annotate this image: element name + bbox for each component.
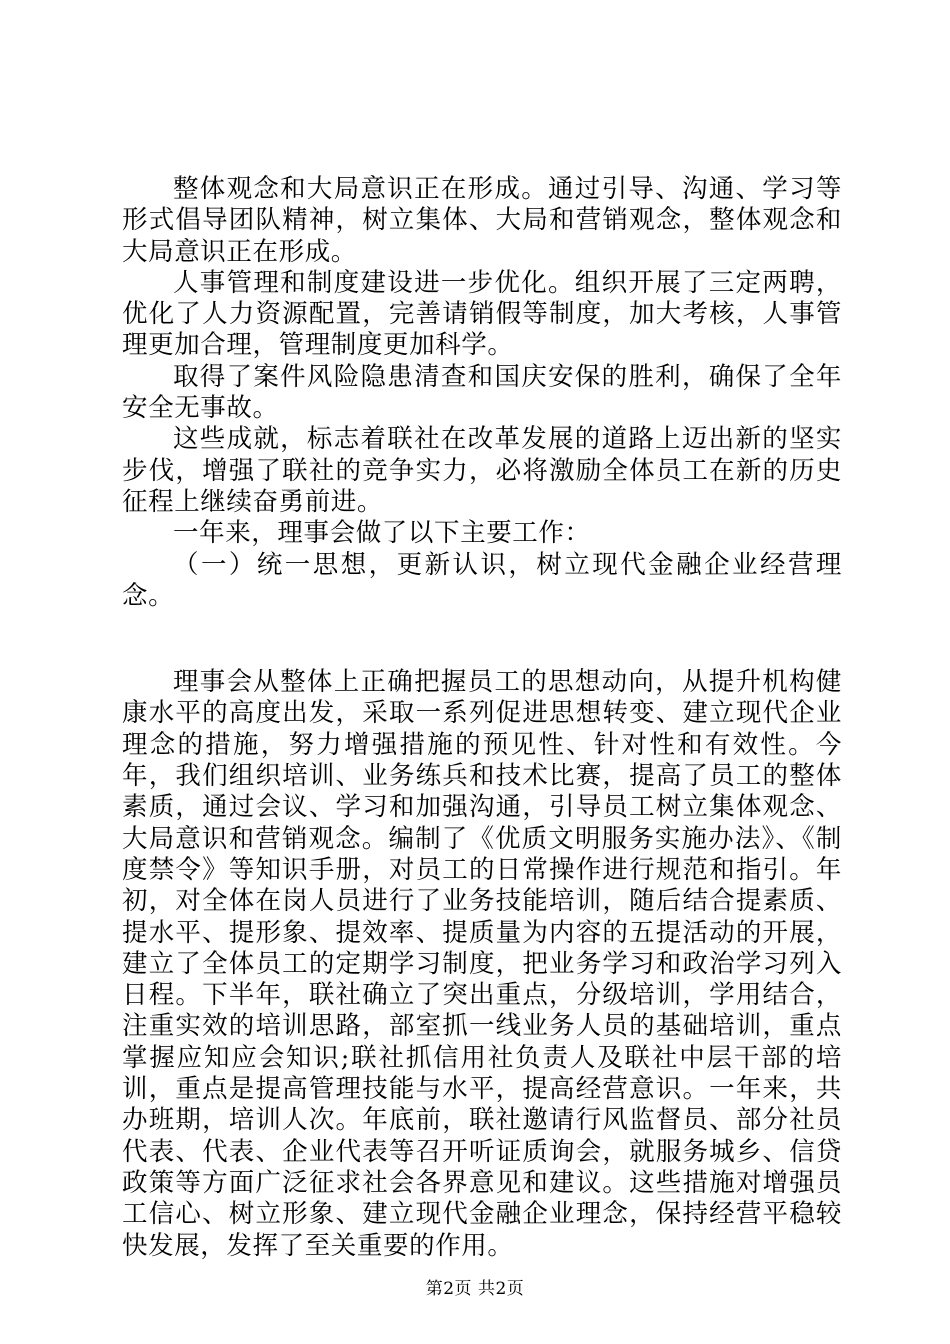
- paragraph-teamwork: 整体观念和大局意识正在形成。通过引导、沟通、学习等形式倡导团队精神，树立集体、大局和营销观念，整体观念和大局意识正在形成。: [122, 174, 842, 267]
- section-heading: （一）统一思想，更新认识，树立现代金融企业经营理念。: [122, 549, 842, 611]
- paragraph-hr-management: 人事管理和制度建设进一步优化。组织开展了三定两聘，优化了人力资源配置，完善请销假等制度，加大考核，人事管理更加合理，管理制度更加科学。: [122, 267, 842, 361]
- paragraph-security: 取得了案件风险隐患清查和国庆安保的胜利，确保了全年安全无事故。: [122, 361, 842, 424]
- page-number-footer: 第2页 共2页: [425, 1279, 525, 1299]
- paragraph-gap: [122, 612, 842, 667]
- paragraph-work-intro: 一年来，理事会做了以下主要工作：: [173, 518, 591, 549]
- paragraph-main: 理事会从整体上正确把握员工的思想动向，从提升机构健康水平的高度出发，采取一系列促进思想转变、建立现代企业理念的措施，努力增强措施的预见性、针对性和有效性。今年，我们组织培训、业务练兵和技术比赛，提高了员工的整体素质，通过会议、学习和加强沟通，引导员工树立集体观念、大局意识和营销观念。编制了《优质文明服务实施办法》、《制度禁令》等知识手册，对员工的日常操作进行规范和指引。年初，对全体在岗人员进行了业务技能培训，随后结合提素质、提水平、提形象、提效率、提质量为内容的五提活动的开展，建立了全体员工的定期学习制度，把业务学习和政治学习列入日程。下半年，联社确立了突出重点，分级培训，学用结合，注重实效的培训思路，部室抓一线业务人员的基础培训，重点掌握应知应会知识;联社抓信用社负责人及联社中层干部的培训，重点是提高管理技能与水平，提高经营意识。一年来，共办班期，培训人次。年底前，联社邀请行风监督员、部分社员代表、代表、企业代表等召开听证质询会，就服务城乡、信贷政策等方面广泛征求社会各界意见和建议。这些措施对增强员工信心、树立形象、建立现代金融企业理念，保持经营平稳较快发展，发挥了至关重要的作用。: [122, 667, 842, 1261]
- document-body: [122, 174, 842, 1262]
- paragraph-achievements: 这些成就，标志着联社在改革发展的道路上迈出新的坚实步伐，增强了联社的竞争实力，必将激励全体员工在新的历史征程上继续奋勇前进。: [122, 424, 842, 517]
